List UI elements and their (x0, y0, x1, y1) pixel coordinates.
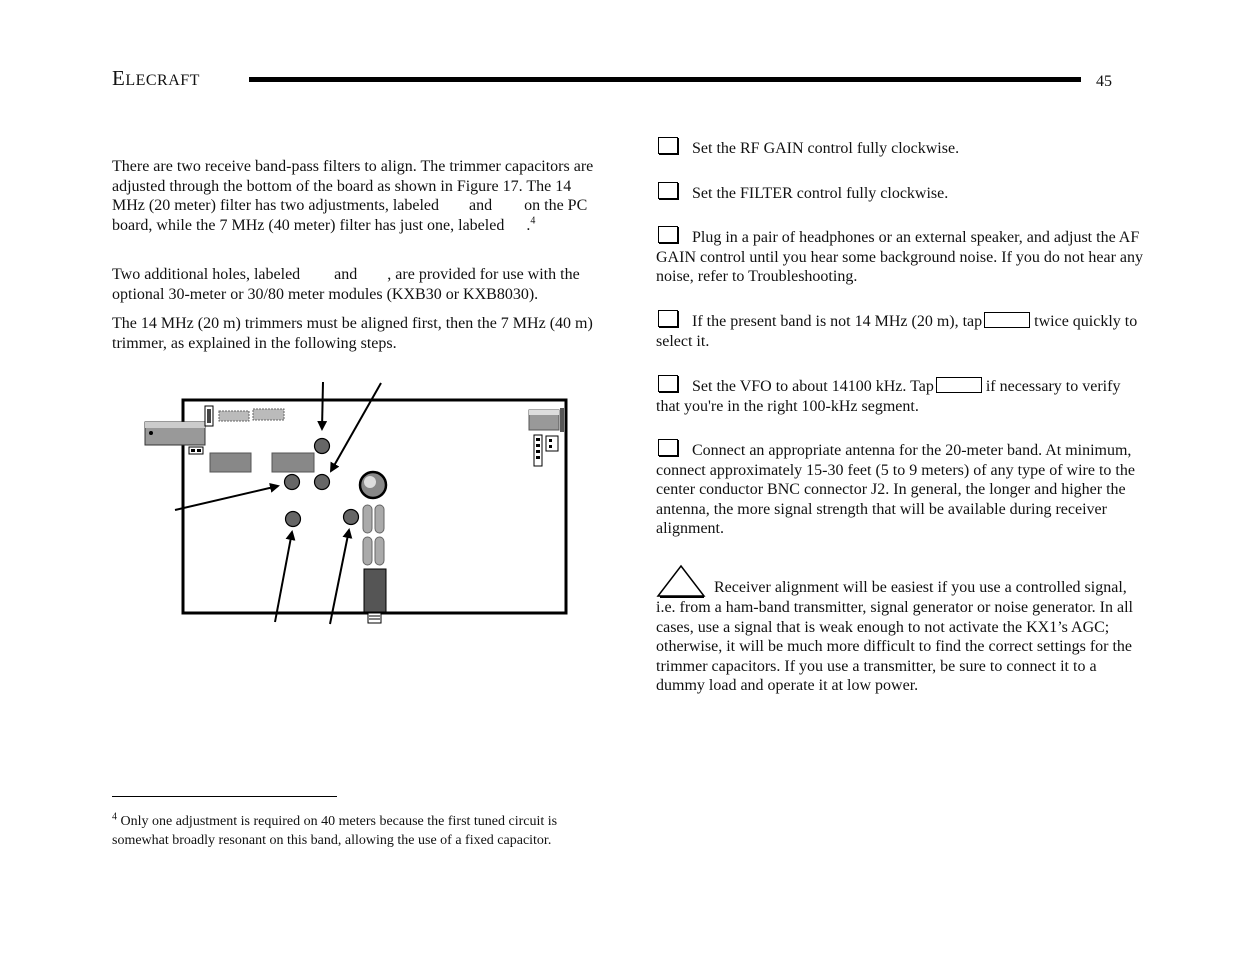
step-rf-gain: Set the RF GAIN control fully clockwise. (656, 137, 1146, 159)
trimmer-hole (315, 475, 330, 490)
trimmer-hole (315, 439, 330, 454)
component-block (272, 453, 314, 472)
step-checkbox[interactable] (658, 226, 678, 243)
step-checkbox[interactable] (658, 137, 678, 154)
trimmer-hole (286, 512, 301, 527)
step-headphones: Plug in a pair of headphones or an external speaker, and adjust the AF GAIN control until you hear some background noise. If you do not hear any noise, refer to Troubleshooting. (656, 226, 1146, 287)
component-block (210, 453, 251, 472)
header-rule (249, 77, 1081, 82)
alignment-order-paragraph: The 14 MHz (20 m) trimmers must be aligned first, then the 7 MHz (40 m) trimmer, as explained in the following steps. (112, 315, 593, 352)
brand-rest: LECRAFT (125, 72, 200, 89)
step-set-vfo: Set the VFO to about 14100 kHz. Tap if necessary to verify that you're in the right 100-kHz segment. (656, 375, 1146, 416)
pc-board-figure (140, 375, 580, 630)
footnote-number: 4 (112, 811, 117, 823)
warning-note: Receiver alignment will be easiest if you use a controlled signal, i.e. from a ham-band transmitter, signal generator or noise generator. In all cases, use a signal that is weak enough to not activate the KX1’s AGC; otherwise, it will be much more difficult to find the correct settings for the trimmer capacitors. If you use a transmitter, be sure to connect it to a dummy load and operate it at low power. (656, 578, 1146, 696)
intro-paragraph: There are two receive band-pass filters to align. The trimmer capacitors are adjusted through the bottom of the board as shown in Figure 17. The 14 MHz (20 meter) filter has two adjustments, labeled and on the PC board, while the 7 MHz (40 meter) filter has just one, labeled .$^4$ (112, 158, 594, 234)
warning-triangle-icon (656, 564, 706, 598)
step-checkbox[interactable] (658, 310, 678, 327)
band-key-box (984, 312, 1030, 328)
trimmer-hole (344, 510, 359, 525)
segment-key-box (936, 377, 982, 393)
step-checkbox[interactable] (658, 439, 678, 456)
trimmer-hole (285, 475, 300, 490)
additional-holes-paragraph: Two additional holes, labeled and , are provided for use with the optional 30-meter or 30/80 meter modules (KXB30 or KXB8030). (112, 266, 580, 303)
step-select-band: If the present band is not 14 MHz (20 m), tap twice quickly to select it. (656, 310, 1146, 351)
footnote-ref: 4 (530, 215, 536, 227)
page-number: 45 (1096, 73, 1112, 90)
step-checkbox[interactable] (658, 182, 678, 199)
step-checkbox[interactable] (658, 375, 678, 392)
step-antenna: Connect an appropriate antenna for the 20-meter band. At minimum, connect approximately 15-30 feet (5 to 9 meters) of any type of wire to the center conductor BNC connector J2. In general, the longer and higher the antenna, the more signal strength that will be available during receiver alignment. (656, 439, 1146, 539)
footnote (112, 813, 602, 850)
footnote-rule (112, 796, 337, 797)
footnote-text: Only one adjustment is required on 40 meters because the first tuned circuit is somewhat broadly resonant on this band, allowing the use of a fixed capacitor. (112, 814, 558, 848)
step-filter: Set the FILTER control fully clockwise. (656, 182, 1146, 204)
brand-initial: E (112, 66, 126, 90)
brand-logo (112, 66, 200, 91)
